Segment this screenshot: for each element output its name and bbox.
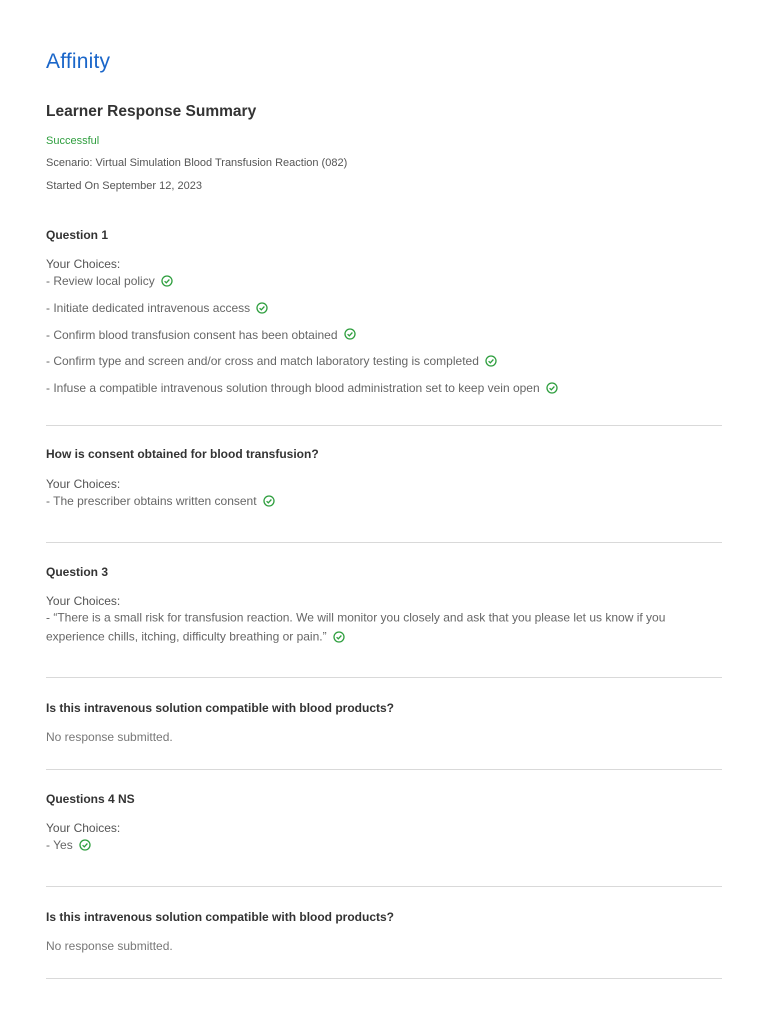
choice-item bbox=[46, 325, 722, 344]
status-text: Successful bbox=[46, 135, 100, 147]
choice-text: - The prescriber obtains written consent bbox=[46, 493, 257, 508]
divider bbox=[46, 425, 722, 426]
scenario-text: Scenario: Virtual Simulation Blood Transfusion Reaction (082) bbox=[46, 157, 348, 169]
choice-item bbox=[46, 271, 722, 290]
check-circle-icon bbox=[485, 355, 497, 367]
choices-label: Your Choices: bbox=[46, 257, 121, 271]
page-title: Learner Response Summary bbox=[46, 103, 257, 120]
check-circle-icon bbox=[333, 631, 345, 643]
choice-item bbox=[46, 491, 722, 510]
choice-text: - Confirm type and screen and/or cross and match laboratory testing is completed bbox=[46, 354, 479, 369]
check-circle-icon bbox=[161, 275, 173, 287]
choice-text: - Review local policy bbox=[46, 273, 155, 288]
started-date: Started On September 12, 2023 bbox=[46, 180, 202, 192]
choices-label: Your Choices: bbox=[46, 594, 121, 608]
choice-text: - Infuse a compatible intravenous solution through blood administration set to keep vein open bbox=[46, 381, 540, 396]
brand-logo: Affinity bbox=[46, 50, 111, 73]
check-circle-icon bbox=[79, 839, 91, 851]
question-section bbox=[46, 565, 722, 647]
question-section bbox=[46, 228, 722, 397]
choice-text: - “There is a small risk for transfusion reaction. We will monitor you closely and ask that you please let us know if you experience chills, itching, difficulty breathing or pain.” bbox=[46, 610, 666, 644]
choice-text: - Initiate dedicated intravenous access bbox=[46, 300, 251, 315]
divider bbox=[46, 677, 722, 678]
question-section bbox=[46, 792, 722, 854]
choices-label: Your Choices: bbox=[46, 821, 121, 835]
choice-item bbox=[46, 608, 722, 647]
choice-text: - Yes bbox=[46, 837, 73, 852]
question-title: Is this intravenous solution compatible with blood products? bbox=[46, 701, 395, 715]
question-section bbox=[46, 910, 722, 953]
no-response-text: No response submitted. bbox=[46, 730, 173, 744]
choice-item bbox=[46, 378, 722, 397]
question-title: Questions 4 NS bbox=[46, 792, 135, 806]
choice-text: - Confirm blood transfusion consent has been obtained bbox=[46, 327, 338, 342]
check-circle-icon bbox=[263, 495, 275, 507]
divider bbox=[46, 978, 722, 979]
question-title: How is consent obtained for blood transfusion? bbox=[46, 447, 319, 461]
question-title: Question 1 bbox=[46, 228, 109, 242]
question-section bbox=[46, 447, 722, 510]
choice-item bbox=[46, 835, 722, 854]
choices-label: Your Choices: bbox=[46, 477, 121, 491]
question-section bbox=[46, 701, 722, 744]
check-circle-icon bbox=[546, 382, 558, 394]
divider bbox=[46, 769, 722, 770]
check-circle-icon bbox=[344, 328, 356, 340]
choice-item bbox=[46, 351, 722, 370]
divider bbox=[46, 886, 722, 887]
divider bbox=[46, 542, 722, 543]
question-title: Is this intravenous solution compatible with blood products? bbox=[46, 910, 395, 924]
no-response-text: No response submitted. bbox=[46, 939, 173, 953]
question-title: Question 3 bbox=[46, 565, 109, 579]
check-circle-icon bbox=[256, 302, 268, 314]
choice-item bbox=[46, 298, 722, 317]
